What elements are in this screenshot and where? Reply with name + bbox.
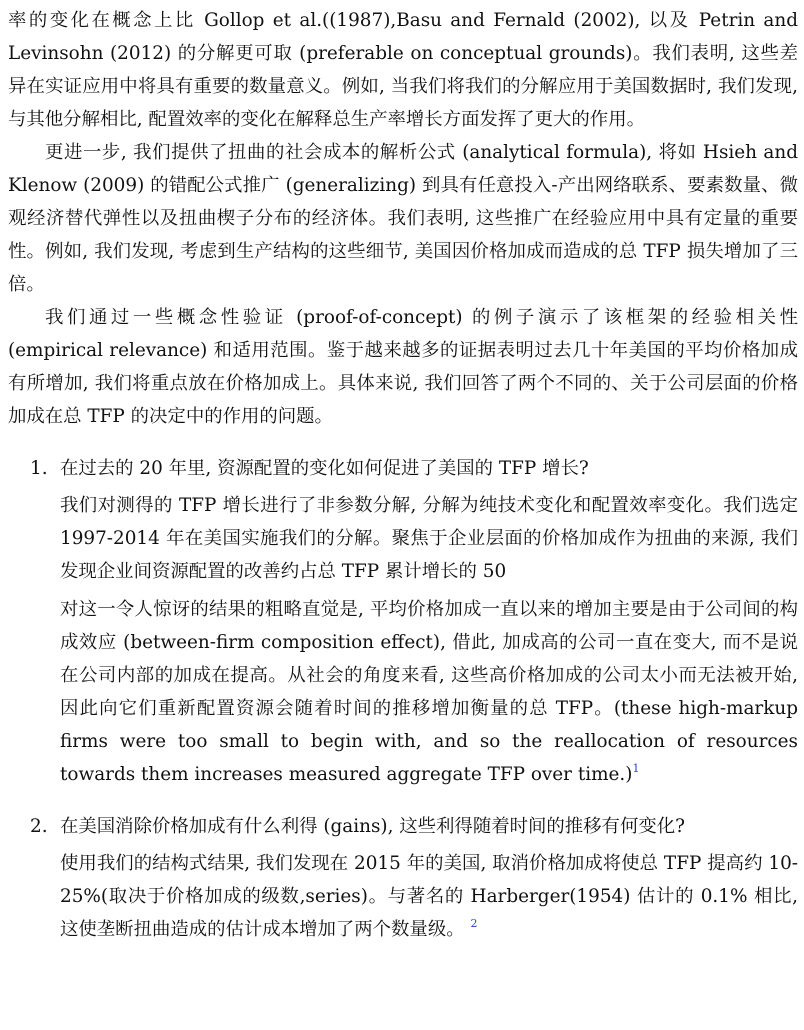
list-item-paragraph-text: 使用我们的结构式结果, 我们发现在 2015 年的美国, 取消价格加成将使总 TFP 提高约 10-25%(取决于价格加成的级数,series)。与著名的 Harberger(1954) 估计的 0.1% 相比, 这使垄断扭曲造成的估计成本增加了两个数量级。: [60, 853, 798, 940]
footnote-ref-1[interactable]: 1: [632, 762, 640, 775]
footnote-ref-2[interactable]: 2: [470, 917, 478, 930]
list-item-paragraph-text: 对这一令人惊讶的结果的粗略直觉是, 平均价格加成一直以来的增加主要是由于公司间的构成效应 (between-firm composition effect), 借此, 加成高的公司一直在变大, 而不是说在公司内部的加成在提高。从社会的角度来看, 这些高价格加成的公司太小而无法被开始, 因此向它们重新配置资源会随着时间的推移增加衡量的总 TFP。(these high-markup firms were too small to begin with, and so the reallocation of resources towards them increases measured aggregate TFP over time.): [60, 599, 798, 785]
list-item: [8, 810, 798, 946]
numbered-list: [8, 452, 798, 946]
list-item-paragraph: [60, 847, 798, 946]
document-page: [8, 4, 798, 951]
list-item-paragraph: [60, 593, 798, 791]
list-marker: 1.: [30, 458, 48, 479]
list-item-question: 在美国消除价格加成有什么利得 (gains), 这些利得随着时间的推移有何变化?: [60, 816, 685, 837]
paragraph-analytical-formula: 更进一步, 我们提供了扭曲的社会成本的解析公式 (analytical formula), 将如 Hsieh and Klenow (2009) 的错配公式推广 (generalizing) 到具有任意投入-产出网络联系、要素数量、微观经济替代弹性以及扭曲楔子分布的经济体。我们表明, 这些推广在经验应用中具有定量的重要性。例如, 我们发现, 考虑到生产结构的这些细节, 美国因价格加成而造成的总 TFP 损失增加了三倍。: [8, 142, 798, 295]
list-item-question: 在过去的 20 年里, 资源配置的变化如何促进了美国的 TFP 增长?: [60, 458, 589, 479]
list-item: [8, 452, 798, 791]
list-item-paragraph: 我们对测得的 TFP 增长进行了非参数分解, 分解为纯技术变化和配置效率变化。我们选定 1997-2014 年在美国实施我们的分解。聚焦于企业层面的价格加成作为扭曲的来源, 我们发现企业间资源配置的改善约占总 TFP 累计增长的 50: [60, 495, 798, 582]
paragraph-intro-continuation: 率的变化在概念上比 Gollop et al.((1987),Basu and Fernald (2002), 以及 Petrin and Levinsohn (2012) 的分解更可取 (preferable on conceptual grounds)。我们表明, 这些差异在实证应用中将具有重要的数量意义。例如, 当我们将我们的分解应用于美国数据时, 我们发现, 与其他分解相比, 配置效率的变化在解释总生产率增长方面发挥了更大的作用。: [8, 10, 798, 130]
paragraph-proof-of-concept: 我们通过一些概念性验证 (proof-of-concept) 的例子演示了该框架的经验相关性 (empirical relevance) 和适用范围。鉴于越来越多的证据表明过去几十年美国的平均价格加成有所增加, 我们将重点放在价格加成上。具体来说, 我们回答了两个不同的、关于公司层面的价格加成在总 TFP 的决定中的作用的问题。: [8, 307, 798, 427]
list-marker: 2.: [30, 816, 48, 837]
